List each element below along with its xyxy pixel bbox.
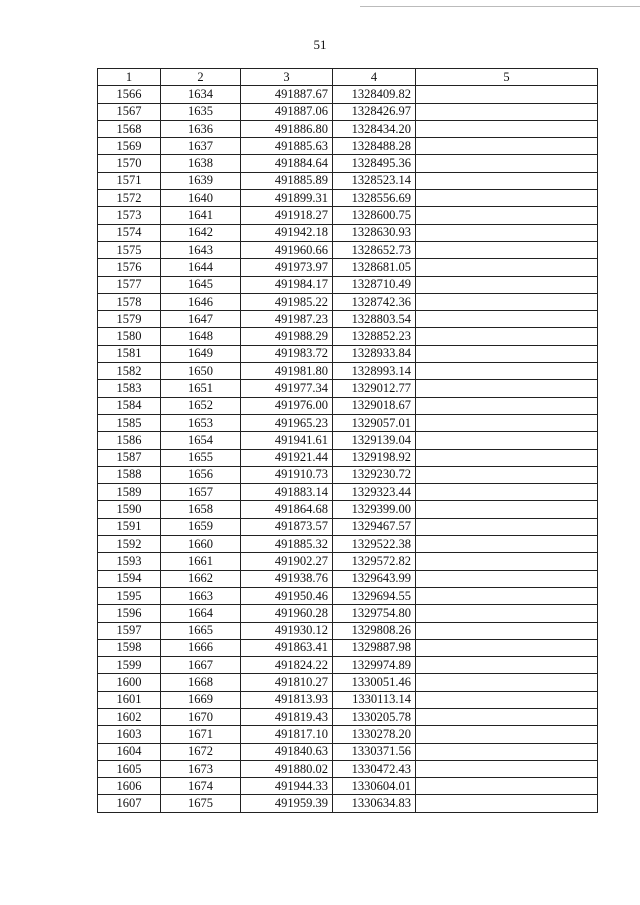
table-row <box>98 691 598 708</box>
cell-ref-number: 1639 <box>161 172 241 189</box>
cell-y-coordinate: 1328681.05 <box>333 259 416 276</box>
table-row <box>98 484 598 501</box>
cell-ref-number: 1656 <box>161 466 241 483</box>
cell-point-number: 1576 <box>98 259 161 276</box>
cell-point-number: 1594 <box>98 570 161 587</box>
cell-ref-number: 1634 <box>161 86 241 103</box>
cell-point-number: 1589 <box>98 484 161 501</box>
cell-x-coordinate: 491873.57 <box>241 518 333 535</box>
cell-x-coordinate: 491899.31 <box>241 190 333 207</box>
cell-ref-number: 1648 <box>161 328 241 345</box>
cell-y-coordinate: 1328556.69 <box>333 190 416 207</box>
header-col-2: 2 <box>161 69 241 86</box>
cell-point-number: 1596 <box>98 605 161 622</box>
cell-y-coordinate: 1328803.54 <box>333 311 416 328</box>
table-row <box>98 795 598 812</box>
cell-y-coordinate: 1328630.93 <box>333 224 416 241</box>
cell-x-coordinate: 491813.93 <box>241 691 333 708</box>
table-row <box>98 86 598 103</box>
cell-ref-number: 1650 <box>161 363 241 380</box>
table-row <box>98 708 598 725</box>
cell-note <box>416 536 598 553</box>
table-row <box>98 639 598 656</box>
cell-x-coordinate: 491918.27 <box>241 207 333 224</box>
cell-note <box>416 760 598 777</box>
cell-x-coordinate: 491930.12 <box>241 622 333 639</box>
cell-note <box>416 172 598 189</box>
cell-y-coordinate: 1328710.49 <box>333 276 416 293</box>
cell-ref-number: 1653 <box>161 414 241 431</box>
cell-y-coordinate: 1329808.26 <box>333 622 416 639</box>
cell-point-number: 1578 <box>98 293 161 310</box>
cell-x-coordinate: 491902.27 <box>241 553 333 570</box>
cell-note <box>416 432 598 449</box>
cell-note <box>416 674 598 691</box>
cell-x-coordinate: 491981.80 <box>241 363 333 380</box>
table-row <box>98 190 598 207</box>
cell-point-number: 1597 <box>98 622 161 639</box>
table-row <box>98 760 598 777</box>
cell-note <box>416 743 598 760</box>
cell-note <box>416 639 598 656</box>
cell-point-number: 1586 <box>98 432 161 449</box>
cell-x-coordinate: 491885.63 <box>241 138 333 155</box>
cell-note <box>416 293 598 310</box>
cell-point-number: 1567 <box>98 103 161 120</box>
cell-y-coordinate: 1329694.55 <box>333 587 416 604</box>
cell-x-coordinate: 491880.02 <box>241 760 333 777</box>
table-body <box>98 86 598 812</box>
table-row <box>98 311 598 328</box>
cell-x-coordinate: 491810.27 <box>241 674 333 691</box>
cell-note <box>416 726 598 743</box>
cell-y-coordinate: 1328488.28 <box>333 138 416 155</box>
cell-y-coordinate: 1328523.14 <box>333 172 416 189</box>
cell-x-coordinate: 491960.66 <box>241 241 333 258</box>
cell-note <box>416 570 598 587</box>
cell-x-coordinate: 491973.97 <box>241 259 333 276</box>
cell-y-coordinate: 1329887.98 <box>333 639 416 656</box>
table-row <box>98 536 598 553</box>
cell-note <box>416 414 598 431</box>
cell-y-coordinate: 1328852.23 <box>333 328 416 345</box>
cell-ref-number: 1661 <box>161 553 241 570</box>
cell-x-coordinate: 491819.43 <box>241 708 333 725</box>
table-row <box>98 241 598 258</box>
table-row <box>98 138 598 155</box>
cell-y-coordinate: 1329467.57 <box>333 518 416 535</box>
table-row <box>98 778 598 795</box>
cell-ref-number: 1654 <box>161 432 241 449</box>
cell-x-coordinate: 491884.64 <box>241 155 333 172</box>
cell-y-coordinate: 1328426.97 <box>333 103 416 120</box>
cell-note <box>416 120 598 137</box>
cell-ref-number: 1640 <box>161 190 241 207</box>
table-row <box>98 501 598 518</box>
cell-point-number: 1592 <box>98 536 161 553</box>
cell-note <box>416 466 598 483</box>
cell-note <box>416 553 598 570</box>
cell-note <box>416 795 598 812</box>
cell-x-coordinate: 491959.39 <box>241 795 333 812</box>
cell-x-coordinate: 491944.33 <box>241 778 333 795</box>
cell-note <box>416 155 598 172</box>
cell-y-coordinate: 1329754.80 <box>333 605 416 622</box>
table-header <box>98 69 598 86</box>
cell-y-coordinate: 1330604.01 <box>333 778 416 795</box>
cell-ref-number: 1645 <box>161 276 241 293</box>
cell-ref-number: 1662 <box>161 570 241 587</box>
cell-x-coordinate: 491863.41 <box>241 639 333 656</box>
table-row <box>98 622 598 639</box>
cell-x-coordinate: 491950.46 <box>241 587 333 604</box>
cell-point-number: 1598 <box>98 639 161 656</box>
cell-ref-number: 1668 <box>161 674 241 691</box>
cell-y-coordinate: 1329198.92 <box>333 449 416 466</box>
table-row <box>98 380 598 397</box>
table-row <box>98 120 598 137</box>
table-row <box>98 466 598 483</box>
cell-ref-number: 1664 <box>161 605 241 622</box>
cell-x-coordinate: 491965.23 <box>241 414 333 431</box>
cell-note <box>416 224 598 241</box>
cell-y-coordinate: 1328993.14 <box>333 363 416 380</box>
cell-note <box>416 138 598 155</box>
cell-y-coordinate: 1329974.89 <box>333 657 416 674</box>
cell-x-coordinate: 491977.34 <box>241 380 333 397</box>
cell-ref-number: 1663 <box>161 587 241 604</box>
cell-y-coordinate: 1329139.04 <box>333 432 416 449</box>
cell-ref-number: 1641 <box>161 207 241 224</box>
cell-ref-number: 1672 <box>161 743 241 760</box>
cell-point-number: 1603 <box>98 726 161 743</box>
cell-y-coordinate: 1328742.36 <box>333 293 416 310</box>
cell-note <box>416 622 598 639</box>
cell-y-coordinate: 1329057.01 <box>333 414 416 431</box>
cell-point-number: 1584 <box>98 397 161 414</box>
table-row <box>98 224 598 241</box>
cell-point-number: 1572 <box>98 190 161 207</box>
cell-point-number: 1581 <box>98 345 161 362</box>
header-col-5: 5 <box>416 69 598 86</box>
cell-x-coordinate: 491988.29 <box>241 328 333 345</box>
cell-ref-number: 1659 <box>161 518 241 535</box>
cell-x-coordinate: 491976.00 <box>241 397 333 414</box>
cell-point-number: 1600 <box>98 674 161 691</box>
cell-note <box>416 86 598 103</box>
top-scan-line <box>360 6 640 7</box>
cell-ref-number: 1660 <box>161 536 241 553</box>
cell-x-coordinate: 491960.28 <box>241 605 333 622</box>
cell-note <box>416 363 598 380</box>
cell-ref-number: 1637 <box>161 138 241 155</box>
cell-note <box>416 518 598 535</box>
table-row <box>98 570 598 587</box>
header-row <box>98 69 598 86</box>
table-row <box>98 363 598 380</box>
cell-note <box>416 190 598 207</box>
cell-x-coordinate: 491887.67 <box>241 86 333 103</box>
cell-x-coordinate: 491885.32 <box>241 536 333 553</box>
table-row <box>98 553 598 570</box>
cell-point-number: 1571 <box>98 172 161 189</box>
cell-ref-number: 1638 <box>161 155 241 172</box>
cell-point-number: 1587 <box>98 449 161 466</box>
cell-ref-number: 1670 <box>161 708 241 725</box>
cell-note <box>416 311 598 328</box>
cell-point-number: 1590 <box>98 501 161 518</box>
cell-x-coordinate: 491984.17 <box>241 276 333 293</box>
cell-note <box>416 449 598 466</box>
cell-ref-number: 1671 <box>161 726 241 743</box>
cell-point-number: 1602 <box>98 708 161 725</box>
header-col-4: 4 <box>333 69 416 86</box>
cell-y-coordinate: 1328409.82 <box>333 86 416 103</box>
table-row <box>98 432 598 449</box>
cell-note <box>416 276 598 293</box>
cell-y-coordinate: 1330472.43 <box>333 760 416 777</box>
cell-y-coordinate: 1329522.38 <box>333 536 416 553</box>
cell-x-coordinate: 491885.89 <box>241 172 333 189</box>
table-row <box>98 726 598 743</box>
cell-note <box>416 207 598 224</box>
cell-y-coordinate: 1329230.72 <box>333 466 416 483</box>
cell-x-coordinate: 491840.63 <box>241 743 333 760</box>
cell-y-coordinate: 1330113.14 <box>333 691 416 708</box>
cell-ref-number: 1674 <box>161 778 241 795</box>
header-col-3: 3 <box>241 69 333 86</box>
cell-x-coordinate: 491887.06 <box>241 103 333 120</box>
table-row <box>98 674 598 691</box>
cell-y-coordinate: 1330278.20 <box>333 726 416 743</box>
cell-x-coordinate: 491985.22 <box>241 293 333 310</box>
table-row <box>98 518 598 535</box>
table-row <box>98 414 598 431</box>
cell-point-number: 1599 <box>98 657 161 674</box>
cell-ref-number: 1652 <box>161 397 241 414</box>
cell-y-coordinate: 1330634.83 <box>333 795 416 812</box>
table-row <box>98 345 598 362</box>
cell-point-number: 1582 <box>98 363 161 380</box>
table-row <box>98 293 598 310</box>
page-number: 51 <box>313 37 327 52</box>
cell-y-coordinate: 1328652.73 <box>333 241 416 258</box>
cell-ref-number: 1658 <box>161 501 241 518</box>
cell-point-number: 1570 <box>98 155 161 172</box>
cell-x-coordinate: 491817.10 <box>241 726 333 743</box>
cell-x-coordinate: 491910.73 <box>241 466 333 483</box>
cell-note <box>416 103 598 120</box>
cell-ref-number: 1675 <box>161 795 241 812</box>
table-row <box>98 587 598 604</box>
cell-point-number: 1574 <box>98 224 161 241</box>
cell-point-number: 1583 <box>98 380 161 397</box>
table-row <box>98 103 598 120</box>
cell-point-number: 1607 <box>98 795 161 812</box>
cell-note <box>416 380 598 397</box>
cell-point-number: 1580 <box>98 328 161 345</box>
cell-note <box>416 657 598 674</box>
table-row <box>98 397 598 414</box>
cell-point-number: 1601 <box>98 691 161 708</box>
cell-y-coordinate: 1329323.44 <box>333 484 416 501</box>
cell-ref-number: 1646 <box>161 293 241 310</box>
cell-y-coordinate: 1328495.36 <box>333 155 416 172</box>
cell-x-coordinate: 491942.18 <box>241 224 333 241</box>
cell-point-number: 1588 <box>98 466 161 483</box>
cell-note <box>416 397 598 414</box>
cell-point-number: 1575 <box>98 241 161 258</box>
cell-ref-number: 1651 <box>161 380 241 397</box>
cell-note <box>416 691 598 708</box>
cell-x-coordinate: 491886.80 <box>241 120 333 137</box>
cell-y-coordinate: 1328933.84 <box>333 345 416 362</box>
cell-x-coordinate: 491883.14 <box>241 484 333 501</box>
cell-point-number: 1605 <box>98 760 161 777</box>
cell-note <box>416 605 598 622</box>
cell-point-number: 1577 <box>98 276 161 293</box>
cell-note <box>416 241 598 258</box>
table-row <box>98 449 598 466</box>
cell-x-coordinate: 491987.23 <box>241 311 333 328</box>
cell-ref-number: 1666 <box>161 639 241 656</box>
cell-ref-number: 1667 <box>161 657 241 674</box>
table-row <box>98 155 598 172</box>
cell-ref-number: 1665 <box>161 622 241 639</box>
cell-ref-number: 1657 <box>161 484 241 501</box>
table-row <box>98 328 598 345</box>
table-row <box>98 276 598 293</box>
cell-note <box>416 345 598 362</box>
cell-y-coordinate: 1329643.99 <box>333 570 416 587</box>
table-row <box>98 259 598 276</box>
cell-point-number: 1579 <box>98 311 161 328</box>
cell-y-coordinate: 1328434.20 <box>333 120 416 137</box>
table-row <box>98 657 598 674</box>
table-row <box>98 605 598 622</box>
cell-y-coordinate: 1330371.56 <box>333 743 416 760</box>
cell-ref-number: 1647 <box>161 311 241 328</box>
cell-note <box>416 587 598 604</box>
cell-ref-number: 1644 <box>161 259 241 276</box>
cell-y-coordinate: 1329399.00 <box>333 501 416 518</box>
cell-point-number: 1595 <box>98 587 161 604</box>
cell-note <box>416 501 598 518</box>
cell-point-number: 1566 <box>98 86 161 103</box>
cell-ref-number: 1669 <box>161 691 241 708</box>
cell-point-number: 1604 <box>98 743 161 760</box>
cell-point-number: 1593 <box>98 553 161 570</box>
cell-x-coordinate: 491941.61 <box>241 432 333 449</box>
cell-note <box>416 484 598 501</box>
cell-ref-number: 1673 <box>161 760 241 777</box>
table-row <box>98 172 598 189</box>
cell-y-coordinate: 1330051.46 <box>333 674 416 691</box>
cell-x-coordinate: 491864.68 <box>241 501 333 518</box>
cell-ref-number: 1643 <box>161 241 241 258</box>
cell-y-coordinate: 1329572.82 <box>333 553 416 570</box>
cell-point-number: 1591 <box>98 518 161 535</box>
cell-y-coordinate: 1328600.75 <box>333 207 416 224</box>
cell-ref-number: 1636 <box>161 120 241 137</box>
cell-ref-number: 1655 <box>161 449 241 466</box>
table-row <box>98 743 598 760</box>
cell-ref-number: 1649 <box>161 345 241 362</box>
cell-note <box>416 708 598 725</box>
cell-point-number: 1606 <box>98 778 161 795</box>
cell-ref-number: 1635 <box>161 103 241 120</box>
cell-x-coordinate: 491921.44 <box>241 449 333 466</box>
cell-point-number: 1568 <box>98 120 161 137</box>
cell-y-coordinate: 1330205.78 <box>333 708 416 725</box>
cell-note <box>416 328 598 345</box>
cell-point-number: 1569 <box>98 138 161 155</box>
cell-point-number: 1573 <box>98 207 161 224</box>
cell-ref-number: 1642 <box>161 224 241 241</box>
cell-point-number: 1585 <box>98 414 161 431</box>
header-col-1: 1 <box>98 69 161 86</box>
cell-y-coordinate: 1329018.67 <box>333 397 416 414</box>
table-row <box>98 207 598 224</box>
cell-x-coordinate: 491938.76 <box>241 570 333 587</box>
cell-y-coordinate: 1329012.77 <box>333 380 416 397</box>
cell-note <box>416 778 598 795</box>
cell-note <box>416 259 598 276</box>
cell-x-coordinate: 491983.72 <box>241 345 333 362</box>
cell-x-coordinate: 491824.22 <box>241 657 333 674</box>
coordinates-table <box>97 68 598 813</box>
